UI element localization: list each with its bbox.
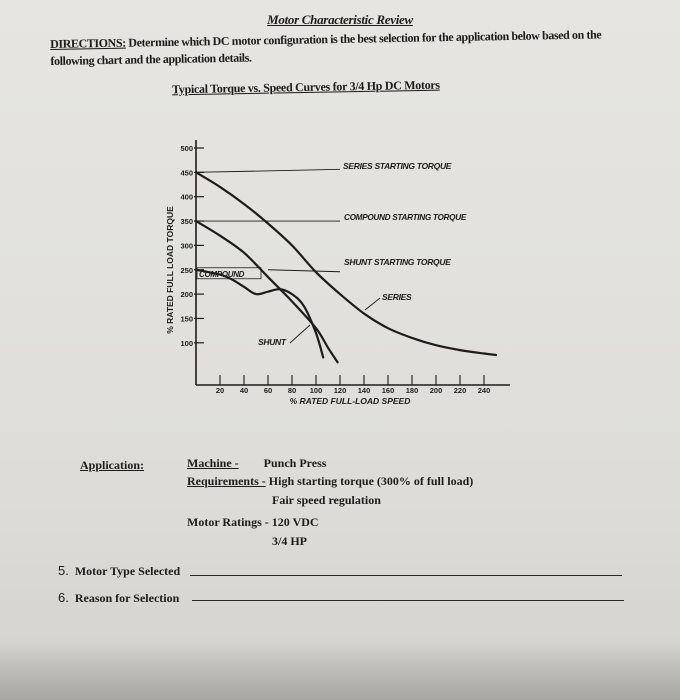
- requirements-label: Requirements -: [187, 474, 266, 488]
- requirement-2: Fair speed regulation: [272, 493, 381, 507]
- x-tick-label: 200: [429, 386, 443, 395]
- y-tick-label: 450: [180, 168, 193, 178]
- requirement-1: High starting torque (300% of full load): [268, 474, 474, 488]
- y-axis-label: % RATED FULL LOAD TORQUE: [165, 206, 175, 334]
- x-tick-label: 60: [263, 386, 273, 395]
- y-tick-label: 200: [180, 290, 193, 300]
- answer-line-motor-type[interactable]: [190, 575, 622, 576]
- application-label: Application:: [80, 458, 145, 472]
- series-label-leader: [365, 298, 380, 310]
- shunt-start-leader: [268, 270, 340, 272]
- rating-1: 120 VDC: [271, 515, 319, 529]
- chart-curves: [196, 172, 496, 362]
- y-tick-label: 500: [180, 144, 193, 153]
- series-start-leader: [196, 169, 340, 172]
- machine-label: Machine -: [187, 456, 239, 470]
- page-title: Motor Characteristic Review: [267, 12, 413, 27]
- x-tick-label: 20: [215, 386, 225, 395]
- y-tick-label: 250: [180, 265, 193, 275]
- machine-line: [187, 456, 326, 471]
- requirements-line: [187, 474, 473, 489]
- x-tick-label: 80: [287, 386, 297, 395]
- x-tick-label: 100: [309, 386, 323, 395]
- question-number: 6.: [58, 590, 69, 605]
- x-tick-label: 240: [477, 386, 491, 395]
- x-axis-label: % RATED FULL-LOAD SPEED: [289, 396, 411, 406]
- y-tick-label: 400: [180, 192, 193, 202]
- y-tick-label: 150: [180, 314, 193, 324]
- annotation-compound-starting-torque: COMPOUND STARTING TORQUE: [344, 213, 466, 222]
- y-tick-label: 300: [180, 241, 193, 251]
- directions-text: Determine which DC motor configuration is the best selection for the application below based on the following chart and the application details.: [50, 27, 602, 68]
- machine-value: Punch Press: [263, 456, 327, 470]
- annotation-shunt-starting-torque: SHUNT STARTING TORQUE: [344, 257, 451, 267]
- question-label: Reason for Selection: [74, 591, 180, 605]
- x-tick-label: 40: [239, 386, 249, 395]
- shunt-label-leader: [290, 325, 310, 343]
- label-compound: COMPOUND: [199, 269, 245, 279]
- y-tick-label: 100: [180, 338, 193, 348]
- x-tick-label: 140: [357, 386, 371, 395]
- annotation-series-starting-torque: SERIES STARTING TORQUE: [343, 161, 452, 171]
- x-tick-label: 160: [381, 386, 395, 395]
- chart-title: Typical Torque vs. Speed Curves for 3/4 Hp DC Motors: [171, 77, 440, 97]
- answer-line-reason[interactable]: [192, 600, 624, 601]
- x-tick-label: 180: [405, 386, 419, 395]
- rating-2: 3/4 HP: [272, 534, 307, 548]
- label-shunt: SHUNT: [258, 337, 286, 347]
- question-motor-type: [58, 563, 180, 579]
- directions-label: DIRECTIONS:: [50, 35, 126, 51]
- x-tick-label: 120: [333, 386, 347, 395]
- chart-annotations: [196, 161, 467, 347]
- ratings-line: [187, 515, 319, 530]
- question-number: 5.: [58, 563, 69, 578]
- x-tick-label: 220: [453, 386, 467, 395]
- label-series: SERIES: [382, 292, 412, 302]
- y-tick-label: 350: [180, 217, 193, 227]
- question-reason: [58, 590, 179, 606]
- question-label: Motor Type Selected: [74, 564, 181, 578]
- ratings-label: Motor Ratings -: [187, 515, 269, 529]
